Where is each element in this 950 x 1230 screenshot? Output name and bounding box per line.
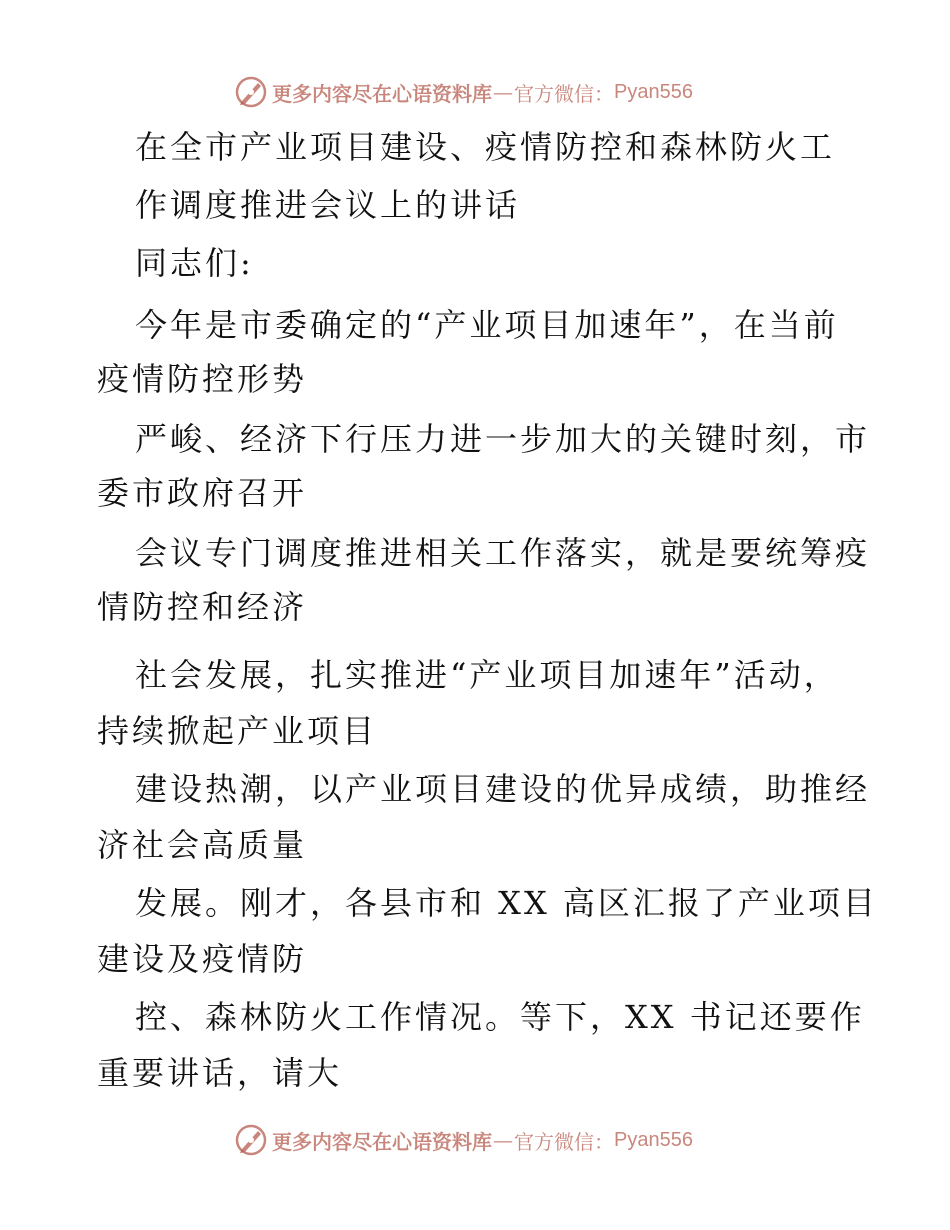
body-line: 控、森林防火工作情况。等下，XX 书记还要作 — [135, 998, 865, 1036]
body-line: 济社会高质量 — [97, 826, 308, 864]
header-banner-content — [234, 72, 693, 112]
body-line: 建设热潮，以产业项目建设的优异成绩，助推经 — [135, 770, 871, 808]
salutation: 同志们: — [135, 244, 254, 282]
banner-wechat-id: Pyan556 — [614, 1128, 693, 1151]
title-line-2: 作调度推进会议上的讲话 — [135, 186, 521, 224]
footer-banner-content — [234, 1120, 693, 1160]
body-line: 持续掀起产业项目 — [97, 712, 378, 750]
pen-logo-icon — [234, 1123, 268, 1157]
banner-dash: — — [493, 80, 513, 104]
body-line: 会议专门调度推进相关工作落实，就是要统筹疫 — [135, 534, 871, 572]
banner-dash: — — [493, 1128, 513, 1152]
body-line: 建设及疫情防 — [97, 940, 308, 978]
body-line: 发展。刚才，各县市和 XX 高区汇报了产业项目 — [135, 884, 878, 922]
header-banner — [0, 72, 950, 112]
body-line: 重要讲话，请大 — [97, 1054, 343, 1092]
title-line-1: 在全市产业项目建设、疫情防控和森林防火工 — [135, 128, 836, 166]
body-line: 委市政府召开 — [97, 474, 308, 512]
footer-banner — [0, 1120, 950, 1160]
banner-wechat-id: Pyan556 — [614, 80, 693, 103]
body-line: 严峻、经济下行压力进一步加大的关键时刻，市 — [135, 420, 871, 458]
banner-wechat-label: 官方微信： — [514, 81, 614, 106]
banner-text: 更多内容尽在心语资料库 — [272, 1129, 492, 1154]
banner-text: 更多内容尽在心语资料库 — [272, 81, 492, 106]
body-line: 疫情防控形势 — [97, 360, 308, 398]
body-line: 情防控和经济 — [97, 588, 308, 626]
body-line: 今年是市委确定的“产业项目加速年”，在当前 — [135, 306, 839, 344]
pen-logo-icon — [234, 75, 268, 109]
body-line: 社会发展，扎实推进“产业项目加速年”活动， — [135, 656, 839, 694]
banner-wechat-label: 官方微信： — [514, 1129, 614, 1154]
